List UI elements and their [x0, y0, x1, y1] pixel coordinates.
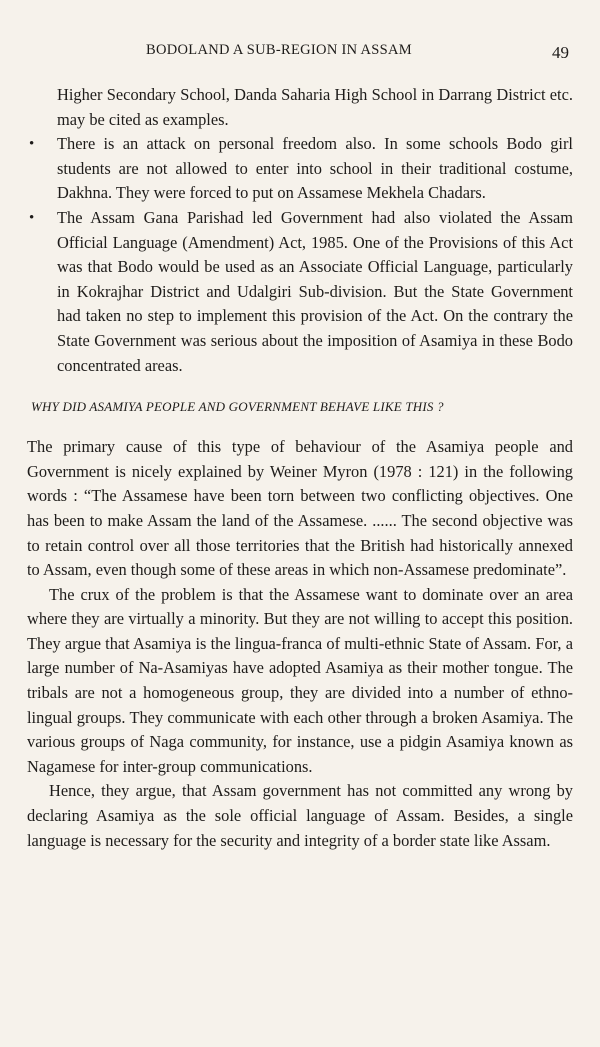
bullet-text: There is an attack on personal freedom also. In some schools Bodo girl students are not allowed to enter into school in their traditional costume, Dakhna. They were forced to put on Assamese Mekhela Chadars. [57, 134, 573, 203]
page-body [27, 83, 573, 853]
bullet-text: The Assam Gana Parishad led Government had also violated the Assam Official Language (Amendment) Act, 1985. One of the Provisions of this Act was that Bodo would be used as an Associate Official Language, particularly in Kokrajhar District and Udalgiri Sub-division. But the State Government had taken no step to implement this provision of the Act. On the contrary the State Government was serious about the imposition of Asamiya in these Bodo concentrated areas. [57, 207, 573, 375]
bullet-icon: • [29, 209, 35, 226]
body-paragraph: Hence, they argue, that Assam government has not committed any wrong by declaring Asamiya as the sole official language of Assam. Besides, a single language is necessary for the security and integrity of a border state like Assam. [27, 781, 573, 850]
body-paragraph: The crux of the problem is that the Assamese want to dominate over an area where they are virtually a minority. But they are not willing to accept this position. They argue that Asamiya is the lingua-franca of multi-ethnic State of Assam. For, a large number of Na-Asamiyas have adopted Asamiya as their mother tongue. The tribals are not a homogeneous group, they are divided into a number of ethno-lingual groups. They communicate with each other through a broken Asamiya. The various groups of Naga community, for instance, use a pidgin Asamiya known as Nagamese for inter-group communications. [27, 584, 573, 776]
body-paragraph: The primary cause of this type of behaviour of the Asamiya people and Government is nicely explained by Weiner Myron (1978 : 121) in the following words : “The Assamese have been torn between two conflicting objectives. One has been to make Assam the land of the Assamese. ...... The second objective was to retain control over all those territories that the British had historically annexed to Assam, even though some of these areas in which non-Assamese predominate”. [27, 437, 573, 580]
bullet-list [27, 132, 573, 378]
section-heading: WHY DID ASAMIYA PEOPLE AND GOVERNMENT BEHAVE LIKE THIS ? [31, 399, 444, 415]
page-number: 49 [552, 43, 569, 62]
bullet-item [27, 132, 573, 206]
continued-bullet-text: Higher Secondary School, Danda Saharia High School in Darrang District etc. may be cited as examples. [57, 85, 573, 129]
bullet-icon: • [29, 136, 35, 153]
running-header: BODOLAND A SUB-REGION IN ASSAM [146, 42, 412, 58]
bullet-item [27, 206, 573, 378]
